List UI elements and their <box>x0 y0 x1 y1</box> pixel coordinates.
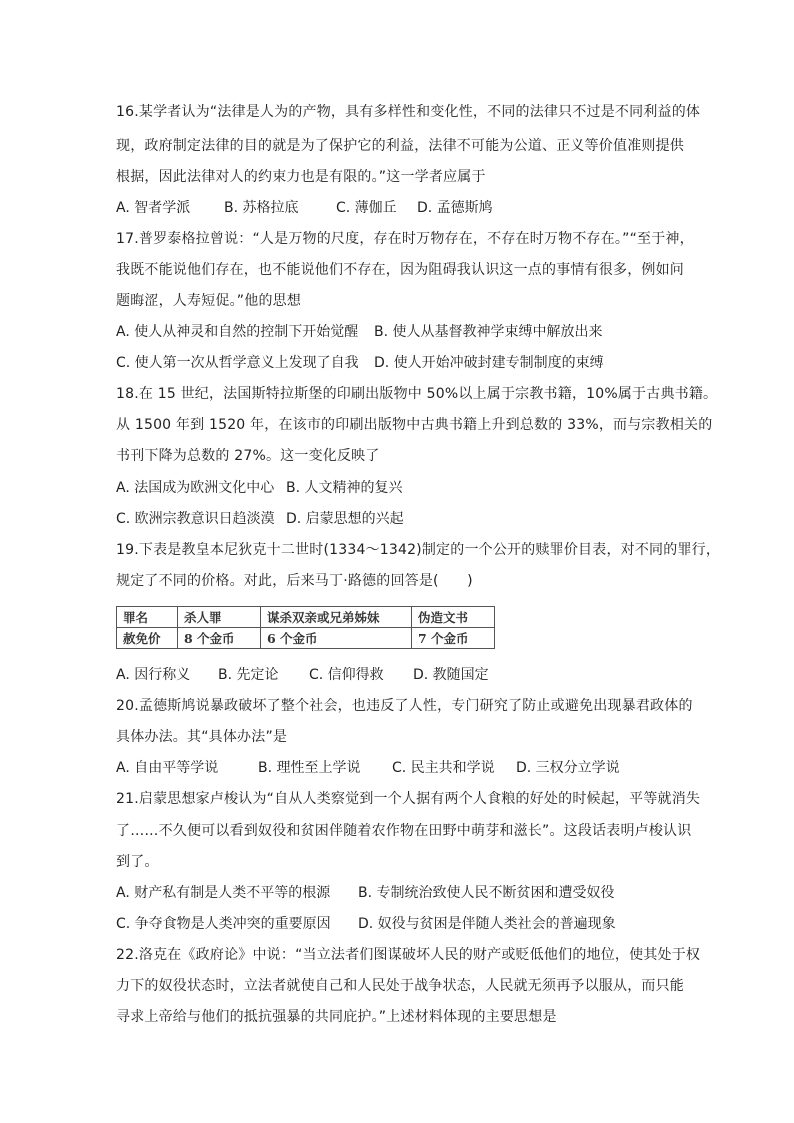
q21-stem-line: 了……不久便可以看到奴役和贫困伴随着农作物在田野中萌芽和滋长”。这段话表明卢梭认识 <box>116 823 692 839</box>
q22-stem-line: 寻求上帝给与他们的抵抗强暴的共同庇护。”上述材料体现的主要思想是 <box>116 1009 557 1025</box>
q19-option-a: A. 因行称义 <box>116 667 191 683</box>
q17-option-c: C. 使人第一次从哲学意义上发现了自我 <box>116 355 359 371</box>
q20-option-b: B. 理性至上学说 <box>258 760 361 776</box>
q17-option-b: B. 使人从基督教神学束缚中解放出来 <box>374 324 603 340</box>
q18-option-b: B. 人文精神的复兴 <box>286 480 403 496</box>
q20-option-c: C. 民主共和学说 <box>392 760 495 776</box>
q18-stem-line: 18.在 15 世纪，法国斯特拉斯堡的印刷出版物中 50%以上属于宗教书籍，10%属于古典书籍。 <box>116 386 718 402</box>
q18-stem-line: 书刊下降为总数的 27%。这一变化反映了 <box>116 448 380 464</box>
q22-stem-line: 22.洛克在《政府论》中说：“当立法者们图谋破坏人民的财产或贬低他们的地位，使其处于权 <box>116 947 701 963</box>
q17-option-d: D. 使人开始冲破封建专制制度的束缚 <box>374 355 604 371</box>
q20-stem-line: 20.孟德斯鸠说暴政破坏了整个社会，也违反了人性，专门研究了防止或避免出现暴君政体的 <box>116 698 693 714</box>
table-header-cell: 罪名 <box>117 607 178 628</box>
q17-stem-line: 题晦涩，人寿短促。”他的思想 <box>116 293 302 309</box>
q18-option-d: D. 启蒙思想的兴起 <box>286 511 404 527</box>
q20-stem-line: 具体办法。其“具体办法”是 <box>116 729 288 745</box>
q16-stem-line: 根据，因此法律对人的约束力也是有限的。”这一学者应属于 <box>116 169 486 185</box>
q17-stem-line: 我既不能说他们存在，也不能说他们不存在，因为阻碍我认识这一点的事情有很多，例如问 <box>116 262 684 278</box>
q20-option-a: A. 自由平等学说 <box>116 760 219 776</box>
q16-option-c: C. 薄伽丘 <box>336 200 397 216</box>
q19-option-d: D. 教随国定 <box>413 667 489 683</box>
table-header-cell: 杀人罪 <box>178 607 261 628</box>
q21-option-a: A. 财产私有制是人类不平等的根源 <box>116 885 331 901</box>
table-cell: 赦免价 <box>117 628 178 649</box>
q19-stem-line: 19.下表是教皇本尼狄克十二世时(1334～1342)制定的一个公开的赎罪价目表，对不同的罪行， <box>116 542 721 558</box>
q16-stem-line: 16.某学者认为“法律是人为的产物，具有多样性和变化性，不同的法律只不过是不同利益的体 <box>116 104 701 120</box>
table-header-row <box>117 607 495 628</box>
q19-option-c: C. 信仰得救 <box>309 667 384 683</box>
q16-option-d: D. 孟德斯鸠 <box>417 200 493 216</box>
q21-stem-line: 21.启蒙思想家卢梭认为“自从人类察觉到一个人据有两个人食粮的好处的时候起，平等就消失 <box>116 791 701 807</box>
q22-stem-line: 力下的奴役状态时，立法者就使自己和人民处于战争状态，人民就无须再予以服从，而只能 <box>116 978 684 994</box>
indulgence-price-table <box>116 606 495 649</box>
q21-option-d: D. 奴役与贫困是伴随人类社会的普遍现象 <box>358 916 616 932</box>
table-row <box>117 628 495 649</box>
table-header-cell: 谋杀双亲或兄弟姊妹 <box>261 607 412 628</box>
table-cell: 6 个金币 <box>261 628 412 649</box>
q17-stem-line: 17.普罗泰格拉曾说：“人是万物的尺度，存在时万物存在，不存在时万物不存在。”“至于神， <box>116 231 694 247</box>
table-cell: 8 个金币 <box>178 628 261 649</box>
q19-stem-line: 规定了不同的价格。对此，后来马丁·路德的回答是( ) <box>116 573 473 589</box>
q21-option-c: C. 争夺食物是人类冲突的重要原因 <box>116 916 331 932</box>
q16-option-a: A. 智者学派 <box>116 200 191 216</box>
table-cell: 7 个金币 <box>412 628 495 649</box>
q16-option-b: B. 苏格拉底 <box>224 200 299 216</box>
q16-stem-line: 现，政府制定法律的目的就是为了保护它的利益，法律不可能为公道、正义等价值准则提供 <box>116 138 684 154</box>
q20-option-d: D. 三权分立学说 <box>516 760 620 776</box>
table-header-cell: 伪造文书 <box>412 607 495 628</box>
q18-option-c: C. 欧洲宗教意识日趋淡漠 <box>116 511 275 527</box>
q17-option-a: A. 使人从神灵和自然的控制下开始觉醒 <box>116 324 359 340</box>
q21-stem-line: 到了。 <box>116 854 159 870</box>
q18-stem-line: 从 1500 年到 1520 年，在该市的印刷出版物中古典书籍上升到总数的 33%，而与宗教相关的 <box>116 417 713 433</box>
q21-option-b: B. 专制统治致使人民不断贫困和遭受奴役 <box>358 885 615 901</box>
q19-option-b: B. 先定论 <box>218 667 279 683</box>
q18-option-a: A. 法国成为欧洲文化中心 <box>116 480 275 496</box>
